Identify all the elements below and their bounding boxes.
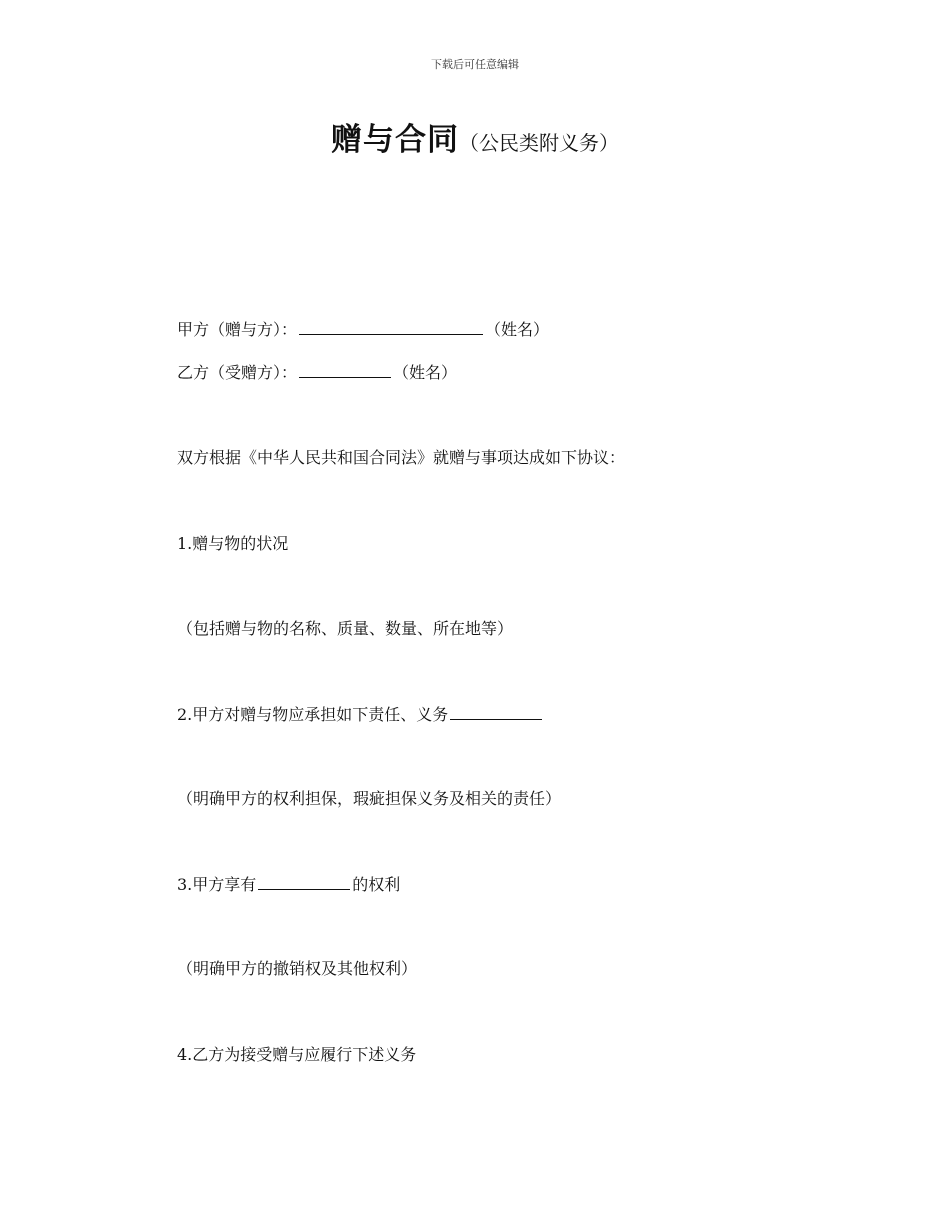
clause-3-note: （明确甲方的撤销权及其他权利） <box>177 959 418 978</box>
party-b-name-blank[interactable] <box>299 361 391 378</box>
clause-2-heading <box>177 703 544 726</box>
clause-2-blank[interactable] <box>450 703 542 720</box>
intro-paragraph: 双方根据《中华人民共和国合同法》就赠与事项达成如下协议： <box>177 448 626 467</box>
party-b-label: 乙方（受赠方）： <box>177 363 298 382</box>
party-a-line <box>177 318 549 341</box>
title-subtitle: （公民类附义务） <box>459 131 619 155</box>
header-note: 下载后可任意编辑 <box>431 58 519 71</box>
clause-3-text-before: 3.甲方享有 <box>177 875 257 894</box>
clause-3-blank[interactable] <box>258 873 350 890</box>
party-a-suffix: （姓名） <box>485 320 550 339</box>
party-a-label: 甲方（赠与方）： <box>177 320 298 339</box>
clause-2-note: （明确甲方的权利担保，瑕疵担保义务及相关的责任） <box>177 789 562 808</box>
title-main: 赠与合同 <box>331 122 459 158</box>
document-title <box>0 114 950 159</box>
party-b-suffix: （姓名） <box>393 363 458 382</box>
clause-2-text: 2.甲方对赠与物应承担如下责任、义务 <box>177 705 449 724</box>
clause-4-heading: 4.乙方为接受赠与应履行下述义务 <box>177 1045 417 1064</box>
clause-1-note: （包括赠与物的名称、质量、数量、所在地等） <box>177 619 514 638</box>
clause-3-text-after: 的权利 <box>352 875 401 894</box>
party-b-line <box>177 361 457 384</box>
clause-1-heading: 1.赠与物的状况 <box>177 534 289 553</box>
clause-3-heading <box>177 873 400 896</box>
party-a-name-blank[interactable] <box>299 318 483 335</box>
